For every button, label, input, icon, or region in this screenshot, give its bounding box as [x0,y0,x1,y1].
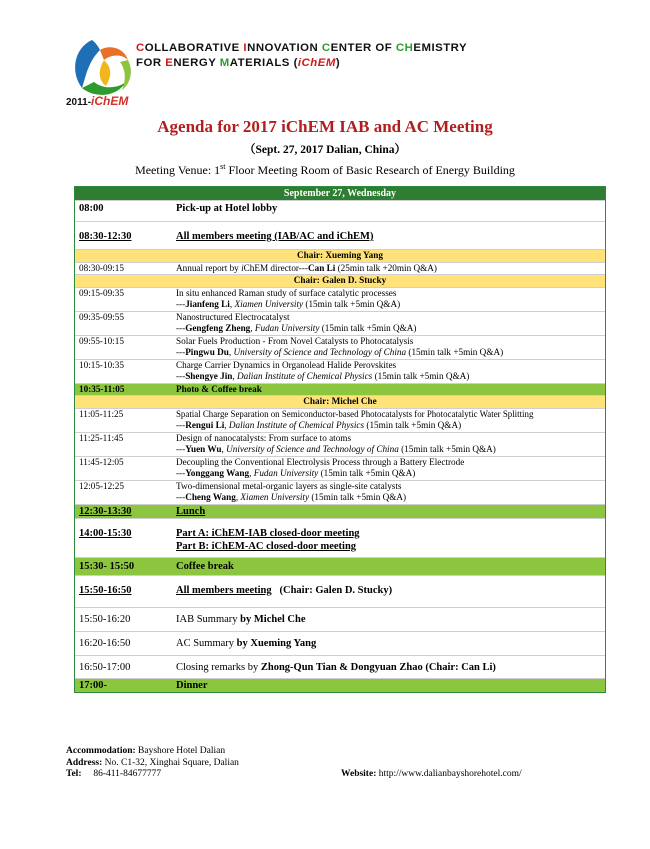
logo-text [136,41,467,71]
table-row: 11:45-12:05 Decoupling the Conventional Electrolysis Process through a Battery Electrode ---Yonggang Wang, Fudan University (15min talk +5min Q&A) [75,456,605,480]
accommodation-line: Accommodation: Bayshore Hotel Dalian [66,746,226,756]
table-row: 15:30- 15:50 Coffee break [75,557,605,575]
table-row: 10:15-10:35 Charge Carrier Dynamics in Organolead Halide Perovskites ---Shengye Jin, Dalian Institute of Chemical Physics (15min talk +5min Q&A) [75,359,605,383]
footer-info [66,746,239,781]
table-row: 15:50-16:50 All members meeting (Chair: Galen D. Stucky) [75,575,605,607]
address-line: Address: No. C1-32, Xinghai Square, Dalian [66,757,239,768]
table-row: 12:05-12:25 Two-dimensional metal-organic layers as single-site catalysts ---Cheng Wang, Xiamen University (15min talk +5min Q&A) [75,480,605,504]
brand-mark: 2011-iChEM [66,94,129,108]
chair-bar: Chair: Xueming Yang [75,249,605,262]
table-row: 09:55-10:15 Solar Fuels Production - From Novel Catalysts to Photocatalysis ---Pingwu Du, University of Science and Technology of China (15min talk +5min Q&A) [75,335,605,359]
table-row: 08:00 Pick-up at Hotel lobby [75,200,605,221]
tel-line: Tel: 86-411-84677777 [66,769,162,780]
page-subtitle: （Sept. 27, 2017 Dalian, China） [244,144,406,156]
table-row: 11:05-11:25 Spatial Charge Separation on Semiconductor-based Photocatalysts for Photocatalytic Water Splitting ---Rengui Li, Dalian Institute of Chemical Physics (15min talk +5min Q&A) [75,408,605,432]
table-row: 09:35-09:55 Nanostructured Electrocatalyst ---Gengfeng Zheng, Fudan University (15min talk +5min Q&A) [75,311,605,335]
chair-bar: Chair: Galen D. Stucky [75,274,605,287]
logo-line-2: FOR ENERGY MATERIALS (iChEM) [136,57,341,69]
website-link[interactable]: http://www.dalianbayshorehotel.com/ [376,769,522,779]
day-header: September 27, Wednesday [75,187,605,200]
website-line: Website: http://www.dalianbayshorehotel.com/ [341,769,522,779]
table-row: 14:00-15:30 Part A: iChEM-IAB closed-door meeting Part B: iChEM-AC closed-door meeting [75,518,605,557]
table-row: 09:15-09:35 In situ enhanced Raman study of surface catalytic processes ---Jianfeng Li, Xiamen University (15min talk +5min Q&A) [75,287,605,311]
agenda-table [74,186,606,693]
table-row: 11:25-11:45 Design of nanocatalysts: From surface to atoms ---Yuen Wu, University of Science and Technology of China (15min talk +5min Q&A) [75,432,605,456]
table-row: 16:50-17:00 Closing remarks by Zhong-Qun Tian & Dongyuan Zhao (Chair: Can Li) [75,655,605,678]
table-row: 10:35-11:05 Photo & Coffee break [75,383,605,396]
page-title: Agenda for 2017 iChEM IAB and AC Meeting [157,117,493,136]
table-row: 15:50-16:20 IAB Summary by Michel Che [75,607,605,631]
table-row: 08:30-09:15 Annual report by iChEM director---Can Li (25min talk +20min Q&A) [75,262,605,275]
meeting-venue: Meeting Venue: 1st Floor Meeting Room of Basic Research of Energy Building [135,162,515,177]
table-row: 08:30-12:30 All members meeting (IAB/AC and iChEM) [75,221,605,249]
chair-bar: Chair: Michel Che [75,395,605,408]
table-row: 16:20-16:50 AC Summary by Xueming Yang [75,631,605,655]
table-row: 17:00- Dinner [75,678,605,692]
logo-line-1: COLLABORATIVE INNOVATION CENTER OF CHEMISTRY [136,42,468,54]
table-row: 12:30-13:30 Lunch [75,504,605,518]
